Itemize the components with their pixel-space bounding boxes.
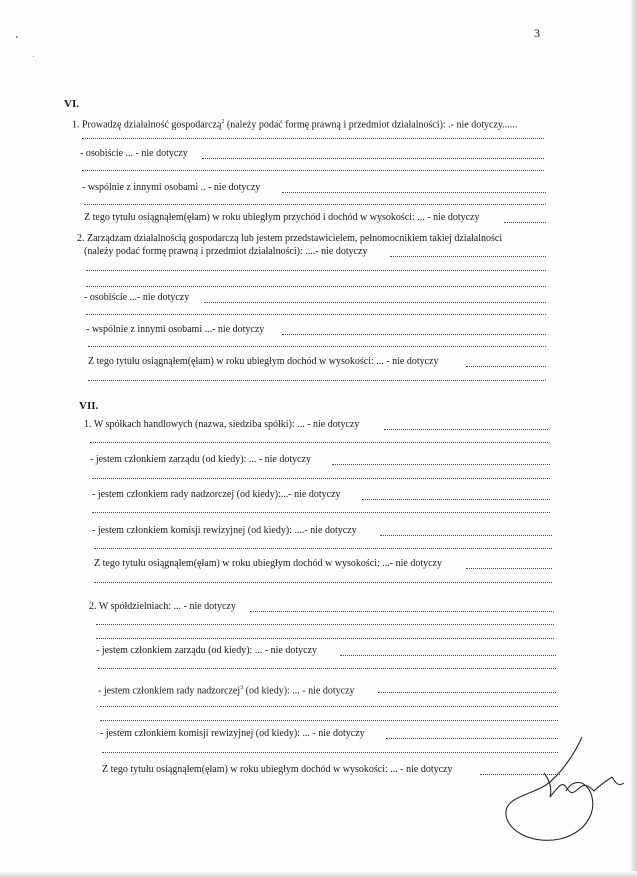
- dotted-fill-line: [82, 138, 544, 139]
- vi-item2-wspolnie: - wspólnie z innymi osobami ...- nie dotyczy: [86, 324, 265, 335]
- dotted-fill-line: [378, 692, 556, 693]
- dotted-fill-line: [282, 192, 546, 193]
- page-number: 3: [534, 26, 540, 40]
- dotted-fill-line: [250, 611, 554, 612]
- dotted-fill-line: [86, 270, 546, 271]
- dotted-fill-line: [100, 720, 558, 721]
- vi-item2-line1: 2. Zarządzam działalnością gospodarczą lub jestem przedstawicielem, pełnomocnikiem takiej działalności: [77, 233, 503, 244]
- vi-item2-line2: (należy podać formę prawną i przedmiot działalności): ....- nie dotyczy: [84, 246, 368, 257]
- dotted-fill-line: [202, 158, 544, 159]
- dotted-fill-line: [88, 346, 546, 347]
- dotted-fill-line: [98, 668, 556, 669]
- dotted-fill-line: [380, 535, 552, 536]
- vi-item2-dochod: Z tego tytułu osiągnąłem(ęłam) w roku ubiegłym dochód w wysokości: ... - nie dotyczy: [88, 356, 439, 367]
- dotted-fill-line: [340, 655, 556, 656]
- dotted-fill-line: [94, 582, 552, 583]
- vi-item2-osobiscie: - osobiście ...- nie dotyczy: [84, 292, 190, 303]
- dotted-fill-line: [86, 314, 546, 315]
- dotted-fill-line: [332, 464, 550, 465]
- dotted-fill-line: [86, 286, 546, 287]
- vii-item2-rada: - jestem członkiem rady nadzorczej$^3$ (od kiedy): ... - nie dotyczy: [98, 685, 355, 697]
- dotted-fill-line: [96, 638, 554, 639]
- dotted-fill-line: [466, 568, 552, 569]
- vi-item1-osobiscie: - osobiście ... - nie dotyczy: [80, 148, 188, 159]
- dotted-fill-line: [92, 478, 550, 479]
- scan-speck: [16, 36, 18, 38]
- vii-item2-komisja: - jestem członkiem komisji rewizyjnej (od kiedy): ... - nie dotyczy: [100, 728, 365, 739]
- dotted-fill-line: [102, 752, 558, 753]
- vii-item1-komisja: - jestem członkiem komisji rewizyjnej (od kiedy): ....- nie dotyczy: [92, 525, 357, 536]
- vii-item2-dochod: Z tego tytułu osiągnąłem(ęłam) w roku ubiegłym dochód w wysokości: ... - nie dotyczy: [102, 764, 453, 775]
- dotted-fill-line: [362, 499, 550, 500]
- dotted-fill-line: [384, 429, 548, 430]
- section-title-vi: VI.: [64, 98, 79, 110]
- vi-item1-dochod: Z tego tytułu osiągnąłem(ęłam) w roku ubiegłym przychód i dochód w wysokości: ... - nie dotyczy: [84, 212, 480, 223]
- vii-item1-rada: - jestem członkiem rady nadzorczej (od kiedy):...- nie dotyczy: [92, 489, 341, 500]
- vii-item2-zarzad: - jestem członkiem zarządu (od kiedy): ... - nie dotyczy: [96, 645, 318, 656]
- footnote-marker: 2: [221, 119, 225, 125]
- dotted-fill-line: [204, 302, 546, 303]
- page-edge-shadow-bottom: [0, 871, 637, 877]
- dotted-fill-line: [96, 624, 554, 625]
- dotted-fill-line: [92, 512, 550, 513]
- vii-item2-text: 2. W spółdzielniach: ... - nie dotyczy: [89, 601, 236, 612]
- dotted-fill-line: [466, 366, 546, 367]
- scan-speck: [33, 56, 34, 57]
- vi-item1-text: 1. Prowadzę działalność gospodarczą$^2$ (należy podać formę prawną i przedmiot działalności): .- nie dotyczy......: [72, 119, 518, 131]
- dotted-fill-line: [282, 334, 546, 335]
- vii-item1-dochod: Z tego tytułu osiągnąłem(ęłam) w roku ubiegłym dochód w wysokości: ...- nie dotyczy: [94, 558, 442, 569]
- dotted-fill-line: [100, 706, 558, 707]
- vii-item1-zarzad: - jestem członkiem zarządu (od kiedy): ... - nie dotyczy: [90, 454, 312, 465]
- dotted-fill-line: [504, 222, 546, 223]
- vii-item1-text: 1. W spółkach handlowych (nazwa, siedziba spółki): ... - nie dotyczy: [84, 419, 360, 430]
- section-title-vii: VII.: [79, 400, 99, 412]
- dotted-fill-line: [94, 548, 552, 549]
- dotted-fill-line: [390, 256, 546, 257]
- dotted-fill-line: [82, 170, 544, 171]
- vi-item1-wspolnie: - wspólnie z innymi osobami .. - nie dotyczy: [82, 182, 261, 193]
- dotted-fill-line: [88, 380, 546, 381]
- dotted-fill-line: [90, 442, 548, 443]
- footnote-marker: 3: [240, 685, 244, 691]
- handwritten-signature: [500, 735, 635, 855]
- dotted-fill-line: [84, 204, 546, 205]
